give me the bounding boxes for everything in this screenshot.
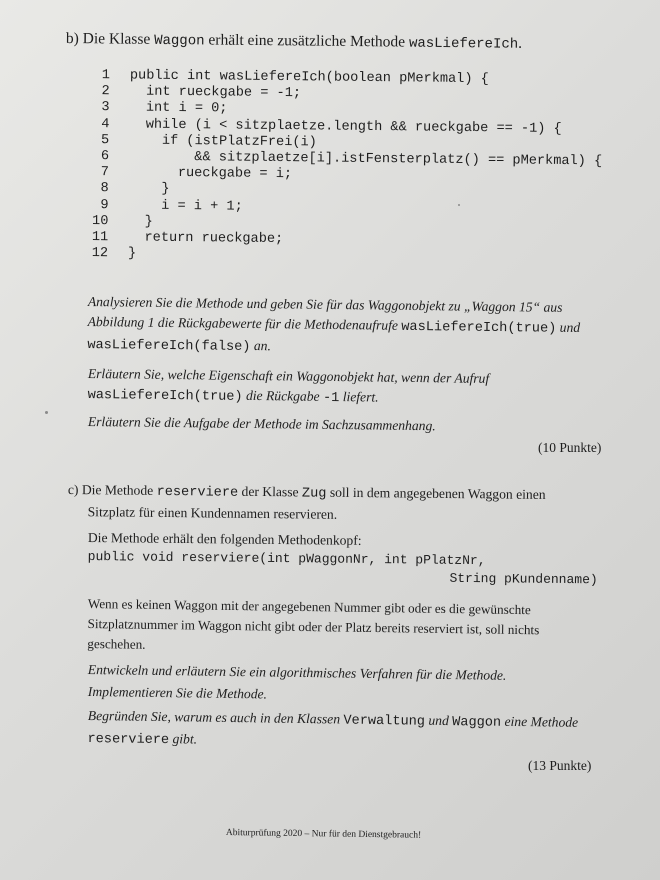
task-b-analyse-line1: Analysieren Sie die Methode und geben Sie für das Waggonobjekt zu „Waggon 15“ aus	[87, 293, 563, 315]
method-name-reserviere: reserviere	[156, 484, 239, 501]
code-text: public int wasLiefereIch(boolean pMerkmal) {	[129, 68, 489, 88]
task-b-eigenschaft	[87, 364, 489, 411]
code-minus-one: -1	[322, 390, 340, 407]
condition-line2: Sitzplatznummer im Waggon nicht gibt oder der Platz bereits reserviert ist, soll nichts	[87, 615, 540, 638]
section-b-intro-text-2: erhält eine zusätzliche Methode	[204, 31, 410, 51]
code-text: }	[128, 214, 153, 230]
task-c-verfahren: Entwickeln und erläutern Sie ein algorithmisches Verfahren für die Methode.	[87, 661, 507, 683]
code-call-true: wasLiefereIch(true)	[401, 319, 557, 337]
method-header-block	[87, 528, 598, 589]
method-header-line2: String pKundenname)	[449, 570, 598, 588]
section-c-intro-text-2: der Klasse	[238, 483, 303, 500]
task-b-analyse	[87, 292, 580, 362]
line-number: 3	[101, 100, 110, 116]
line-number: 6	[100, 149, 110, 165]
code-text: while (i < sitzplaetze.length && rueckgabe == -1) {	[129, 117, 562, 137]
task-b-aufgabe: Erläutern Sie die Aufgabe der Methode im Sachzusammenhang.	[87, 413, 436, 434]
line-number: 5	[100, 132, 110, 149]
method-name-reserviere-2: reserviere	[87, 731, 170, 749]
method-name-wasliefereich: wasLiefereIch	[408, 35, 519, 53]
code-listing	[86, 68, 603, 268]
line-number: 7	[100, 165, 109, 181]
method-header-intro: Die Methode erhält den folgenden Methodenkopf:	[87, 529, 362, 548]
line-number: 2	[101, 84, 110, 100]
code-call-false: wasLiefereIch(false)	[87, 337, 251, 355]
code-text: if (istPlatzFrei(i)	[129, 133, 317, 151]
points-b: (10 Punkte)	[538, 440, 602, 455]
class-name-verwaltung: Verwaltung	[343, 713, 426, 730]
task-b-analyse-and: und	[556, 319, 581, 336]
points-c: (13 Punkte)	[528, 758, 592, 773]
paper-speck-2	[458, 204, 460, 206]
section-c-intro-text-3: soll in dem angegebenen Waggon einen	[326, 484, 546, 503]
section-c-label: c)	[67, 481, 79, 498]
section-c-intro-text: Die Methode	[81, 482, 157, 498]
line-number: 4	[101, 116, 110, 132]
class-name-zug: Zug	[301, 486, 327, 502]
task-c-begruenden-und: und	[424, 712, 453, 729]
code-text: int rueckgabe = -1;	[129, 84, 302, 102]
task-b-eigenschaft-end: liefert.	[339, 389, 379, 405]
task-c-implementieren: Implementieren Sie die Methode.	[87, 683, 268, 702]
line-number: 11	[91, 230, 109, 246]
code-text: }	[127, 246, 137, 262]
line-number: 10	[91, 213, 109, 230]
method-header-line1: public void reserviere(int pWaggonNr, int pPlatzNr,	[87, 548, 486, 569]
condition-line1: Wenn es keinen Waggon mit der angegebenen Nummer gibt oder es die gewünschte	[87, 595, 531, 618]
code-text: i = i + 1;	[128, 198, 243, 215]
task-c-begruenden-text: Begründen Sie, warum es auch in den Klassen	[87, 707, 344, 727]
task-c-begruenden-text-2: eine Methode	[501, 713, 579, 730]
paper-speck	[45, 411, 48, 414]
code-text: rueckgabe = i;	[128, 165, 293, 183]
section-b-intro-text: Die Klasse	[82, 30, 155, 48]
task-c-begruenden	[87, 706, 578, 757]
line-number: 12	[91, 246, 109, 262]
page-footer: Abiturprüfung 2020 – Nur für den Dienstgebrauch!	[225, 828, 422, 841]
code-text: return rueckgabe;	[128, 230, 284, 248]
section-c-heading	[68, 480, 546, 527]
task-c-begruenden-end: gibt.	[169, 731, 198, 747]
section-b-label: b)	[65, 30, 79, 48]
task-b-analyse-text: Abbildung 1 die Rückgabewerte für die Methodenaufrufe	[87, 313, 402, 333]
code-text: }	[128, 181, 170, 198]
code-text: && sitzplaetze[i].istFensterplatz() == pMerkmal) {	[128, 149, 603, 170]
section-c-intro-line2: Sitzplatz für einen Kundennamen reservieren.	[87, 504, 338, 522]
section-b-intro-period: .	[518, 34, 523, 52]
line-number: 1	[101, 68, 110, 84]
line-number: 8	[100, 181, 109, 197]
task-b-eigenschaft-line1: Erläutern Sie, welche Eigenschaft ein Waggonobjekt hat, wenn der Aufruf	[87, 365, 490, 386]
task-b-eigenschaft-mid: die Rückgabe	[242, 387, 324, 404]
class-name-waggon-2: Waggon	[452, 715, 502, 731]
line-number: 9	[100, 197, 109, 213]
task-b-analyse-end: an.	[250, 337, 271, 354]
condition-line3: geschehen.	[87, 635, 146, 652]
section-b-heading	[66, 30, 522, 53]
code-call-true-2: wasLiefereIch(true)	[87, 387, 243, 405]
code-text: int i = 0;	[129, 100, 228, 117]
class-name-waggon: Waggon	[154, 32, 205, 50]
condition-paragraph	[87, 594, 540, 660]
